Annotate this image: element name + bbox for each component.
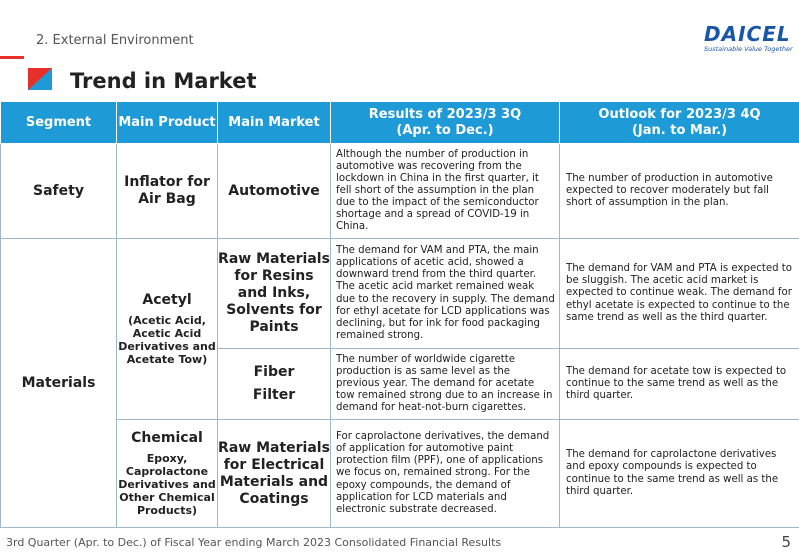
product-inflator: Inflator for Air Bag [117,144,218,239]
table-row [1,239,799,349]
segment-safety: Safety [1,144,117,239]
logo-wordmark: DAICEL [704,22,791,46]
logo-tagline: Sustainable Value Together [704,45,793,53]
table-header-row [1,102,799,144]
results-chemical: For caprolactone derivatives, the demand of application for automotive paint protection film (PPF), one of applications we focus on, remained strong. For the epoxy compounds, the demand of application for LCD materials and electronic substrate decreased. [331,420,560,528]
market-resins-inks: Raw Materials for Resins and Inks, Solvents for Paints [218,239,331,349]
market-fiber: Fiber [253,364,295,380]
table-row [1,420,799,528]
col-main-market: Main Market [218,102,331,144]
col-segment: Segment [1,102,117,144]
product-acetyl [117,239,218,420]
footer-caption: 3rd Quarter (Apr. to Dec.) of Fiscal Year ending March 2023 Consolidated Financial Results [6,536,502,549]
table-row [1,144,799,239]
col-outlook-line2: (Jan. to Mar.) [631,122,728,138]
col-outlook-line1: Outlook for 2023/3 4Q [598,106,761,122]
product-acetyl-detail: (Acetic Acid, Acetic Acid Derivatives and Acetate Tow) [118,314,216,366]
col-main-product: Main Product [117,102,218,144]
product-chemical-name: Chemical [131,430,203,446]
outlook-safety: The number of production in automotive expected to recover moderately but fall short of assumption in the plan. [560,144,799,239]
market-fiber-filter [218,349,331,420]
results-acetyl-resins: The demand for VAM and PTA, the main applications of acetic acid, showed a downward trend from the third quarter. The acetic acid market remained weak due to the recovery in supply. The demand for ethyl acetate for LCD applications was declining, but for ink for food packaging remained strong. [331,239,560,349]
page-title: Trend in Market [70,69,257,93]
accent-bar [0,56,24,59]
col-results [331,102,560,144]
market-electrical-coatings: Raw Materials for Electrical Materials and Coatings [218,420,331,528]
outlook-acetyl-resins: The demand for VAM and PTA is expected to be sluggish. The acetic acid market is expected to continue weak. The demand for ethyl acetate is expected to continue to the same trend as well as the third quarter. [560,239,799,349]
col-results-line1: Results of 2023/3 3Q [368,106,522,122]
title-square-icon [28,68,52,90]
market-automotive: Automotive [218,144,331,239]
outlook-acetate-tow: The demand for acetate tow is expected to continue to the same trend as well as the third quarter. [560,349,799,420]
page-number: 5 [781,533,791,551]
product-acetyl-name: Acetyl [142,292,192,308]
section-label: 2. External Environment [36,33,194,48]
results-safety: Although the number of production in automotive was recovering from the lockdown in China in the first quarter, it fell short of the assumption in the plan due to the impact of the semiconductor shortage and a spread of COVID-19 in China. [331,144,560,239]
market-trend-table [0,101,799,528]
product-chemical [117,420,218,528]
company-logo [704,22,793,54]
col-outlook [560,102,799,144]
col-results-line2: (Apr. to Dec.) [396,122,494,138]
results-acetate-tow: The number of worldwide cigarette production is as same level as the previous year. The demand for acetate tow remained strong due to an increase in demand for heat-not-burn cigarettes. [331,349,560,420]
segment-materials: Materials [1,239,117,528]
outlook-chemical: The demand for caprolactone derivatives and epoxy compounds is expected to continue to the same trend as well as the third quarter. [560,420,799,528]
product-chemical-detail: Epoxy, Caprolactone Derivatives and Other Chemical Products) [118,452,216,517]
market-filter: Filter [252,387,296,403]
